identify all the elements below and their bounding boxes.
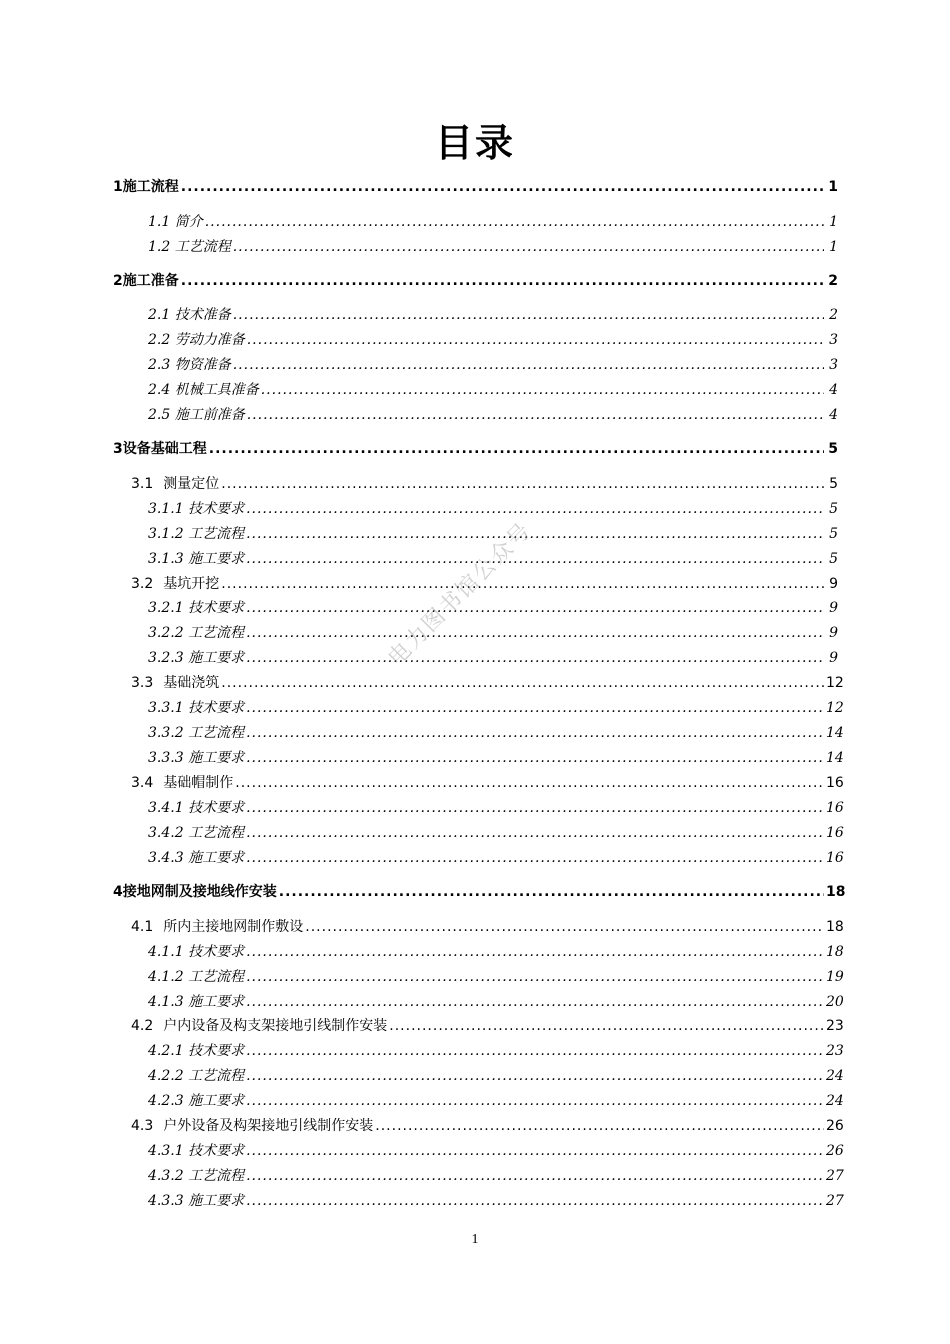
toc-dot-leader xyxy=(235,772,824,794)
toc-entry-page: 3 xyxy=(829,332,838,348)
toc-entry-label: 3.3.1 技术要求 xyxy=(148,700,245,716)
toc-entry-page: 12 xyxy=(826,675,844,691)
toc-dot-leader xyxy=(205,211,824,233)
toc-entry-label: 基础浇筑 xyxy=(163,675,220,691)
toc-dot-leader xyxy=(305,916,824,938)
toc-entry-page: 16 xyxy=(826,800,844,816)
toc-entry-label: 4.2.2 工艺流程 xyxy=(148,1068,245,1084)
toc-entry[interactable] xyxy=(148,1065,844,1087)
toc-dot-leader xyxy=(246,822,824,844)
toc-entry-label: 施工流程 xyxy=(122,179,179,195)
toc-dot-leader xyxy=(221,473,824,495)
toc-entry[interactable] xyxy=(131,1115,844,1137)
toc-entry-label: 3.1.2 工艺流程 xyxy=(148,526,245,542)
toc-entry-page: 26 xyxy=(826,1143,844,1159)
toc-entry-label: 2.3 物资准备 xyxy=(148,357,231,373)
toc-entry[interactable] xyxy=(148,404,838,426)
toc-entry[interactable] xyxy=(148,722,844,744)
toc-entry-page: 26 xyxy=(826,1118,844,1134)
toc-dot-leader xyxy=(247,404,824,426)
toc-entry[interactable] xyxy=(148,1140,844,1162)
toc-entry-label: 3.2.1 技术要求 xyxy=(148,600,245,616)
toc-entry-number: 3.2 xyxy=(131,576,154,592)
toc-entry-label: 4.3.2 工艺流程 xyxy=(148,1168,245,1184)
toc-entry-page: 16 xyxy=(826,850,844,866)
toc-entry-page: 5 xyxy=(829,526,838,542)
toc-entry-page: 5 xyxy=(829,551,838,567)
toc-entry[interactable] xyxy=(148,747,844,769)
toc-entry-number: 2 xyxy=(113,273,123,289)
toc-entry-label: 3.4.3 施工要求 xyxy=(148,850,245,866)
toc-entry-label: 户内设备及构支架接地引线制作安装 xyxy=(163,1018,388,1034)
toc-dot-leader xyxy=(389,1015,824,1037)
toc-entry-label: 4.1.2 工艺流程 xyxy=(148,969,245,985)
toc-entry-page: 23 xyxy=(826,1018,844,1034)
toc-dot-leader xyxy=(221,672,824,694)
toc-entry-page: 9 xyxy=(829,600,838,616)
toc-entry-page: 9 xyxy=(829,650,838,666)
toc-entry-number: 4 xyxy=(113,884,123,900)
toc-entry-page: 4 xyxy=(829,407,838,423)
toc-dot-leader xyxy=(246,597,824,619)
toc-dot-leader xyxy=(246,1090,824,1112)
toc-entry-number: 3 xyxy=(113,441,123,457)
toc-entry-label: 3.1.3 施工要求 xyxy=(148,551,245,567)
toc-entry[interactable] xyxy=(131,916,844,938)
toc-dot-leader xyxy=(246,797,824,819)
toc-entry-page: 5 xyxy=(829,501,838,517)
toc-entry-number: 1 xyxy=(113,179,123,195)
toc-entry-page: 27 xyxy=(826,1193,844,1209)
toc-entry[interactable] xyxy=(148,1190,844,1212)
toc-entry-label: 4.1.1 技术要求 xyxy=(148,944,245,960)
toc-entry-page: 2 xyxy=(829,307,838,323)
toc-dot-leader xyxy=(233,236,824,258)
toc-entry-page: 16 xyxy=(826,775,844,791)
toc-entry-page: 4 xyxy=(829,382,838,398)
toc-entry[interactable] xyxy=(148,304,838,326)
toc-entry-number: 3.3 xyxy=(131,675,154,691)
page-number: 1 xyxy=(471,1232,479,1247)
toc-entry-label: 1.2 工艺流程 xyxy=(148,239,231,255)
toc-dot-leader xyxy=(246,847,824,869)
toc-entry[interactable] xyxy=(148,354,838,376)
toc-dot-leader xyxy=(246,1190,824,1212)
toc-entry-label: 4.1.3 施工要求 xyxy=(148,994,245,1010)
toc-dot-leader xyxy=(279,881,824,903)
toc-entry-label: 所内主接地网制作敷设 xyxy=(163,919,304,935)
toc-entry[interactable] xyxy=(148,379,838,401)
toc-entry[interactable] xyxy=(148,1165,844,1187)
toc-entry-page: 19 xyxy=(826,969,844,985)
toc-entry-label: 基础帽制作 xyxy=(163,775,234,791)
toc-entry[interactable] xyxy=(148,647,838,669)
toc-entry-page: 5 xyxy=(829,476,838,492)
toc-entry[interactable] xyxy=(148,822,844,844)
toc-entry-page: 18 xyxy=(826,884,846,900)
toc-entry-label: 基坑开挖 xyxy=(163,576,220,592)
toc-entry[interactable] xyxy=(113,270,838,292)
toc-entry-page: 1 xyxy=(828,179,838,195)
toc-entry-number: 4.2 xyxy=(131,1018,154,1034)
toc-entry-page: 9 xyxy=(829,625,838,641)
toc-dot-leader xyxy=(247,329,824,351)
toc-dot-leader xyxy=(233,304,824,326)
toc-entry[interactable] xyxy=(113,176,838,198)
toc-dot-leader xyxy=(375,1115,824,1137)
toc-entry-page: 12 xyxy=(826,700,844,716)
toc-entry-label: 户外设备及构架接地引线制作安装 xyxy=(163,1118,374,1134)
toc-dot-leader xyxy=(246,1065,824,1087)
toc-dot-leader xyxy=(246,498,824,520)
toc-entry-page: 18 xyxy=(826,919,844,935)
toc-entry[interactable] xyxy=(148,1040,844,1062)
toc-entry-page: 18 xyxy=(826,944,844,960)
toc-entry-label: 4.2.3 施工要求 xyxy=(148,1093,245,1109)
toc-dot-leader xyxy=(246,941,824,963)
toc-entry-label: 2.4 机械工具准备 xyxy=(148,382,259,398)
toc-entry[interactable] xyxy=(148,597,838,619)
toc-dot-leader xyxy=(246,647,824,669)
toc-entry-label: 3.4.1 技术要求 xyxy=(148,800,245,816)
toc-entry-label: 4.2.1 技术要求 xyxy=(148,1043,245,1059)
toc-dot-leader xyxy=(246,747,824,769)
toc-entry-page: 1 xyxy=(829,214,838,230)
toc-entry-label: 3.1.1 技术要求 xyxy=(148,501,245,517)
toc-entry-label: 3.2.3 施工要求 xyxy=(148,650,245,666)
toc-dot-leader xyxy=(233,354,824,376)
toc-entry-label: 3.3.3 施工要求 xyxy=(148,750,245,766)
toc-entry[interactable] xyxy=(148,211,838,233)
toc-entry-page: 16 xyxy=(826,825,844,841)
toc-entry-page: 24 xyxy=(826,1093,844,1109)
toc-entry[interactable] xyxy=(148,622,838,644)
toc-dot-leader xyxy=(246,722,824,744)
toc-entry-label: 2.2 劳动力准备 xyxy=(148,332,245,348)
toc-entry-page: 27 xyxy=(826,1168,844,1184)
toc-entry-number: 4.3 xyxy=(131,1118,154,1134)
toc-entry-label: 4.3.3 施工要求 xyxy=(148,1193,245,1209)
toc-entry[interactable] xyxy=(148,991,844,1013)
toc-entry[interactable] xyxy=(113,438,838,460)
toc-entry-label: 1.1 简介 xyxy=(148,214,203,230)
toc-entry-number: 3.1 xyxy=(131,476,154,492)
toc-dot-leader xyxy=(209,438,824,460)
toc-entry[interactable] xyxy=(148,797,844,819)
toc-dot-leader xyxy=(246,1165,824,1187)
toc-entry-label: 3.3.2 工艺流程 xyxy=(148,725,245,741)
toc-entry-label: 3.4.2 工艺流程 xyxy=(148,825,245,841)
toc-entry[interactable] xyxy=(148,941,844,963)
toc-dot-leader xyxy=(246,1040,824,1062)
toc-entry[interactable] xyxy=(148,498,838,520)
page-title: 目录 xyxy=(434,121,515,165)
toc-dot-leader xyxy=(246,697,824,719)
toc-entry-page: 5 xyxy=(828,441,838,457)
toc-dot-leader xyxy=(181,270,824,292)
toc-entry-page: 14 xyxy=(826,750,844,766)
toc-entry[interactable] xyxy=(131,1015,844,1037)
toc-entry[interactable] xyxy=(148,236,838,258)
toc-entry-page: 1 xyxy=(829,239,838,255)
toc-entry[interactable] xyxy=(148,966,844,988)
toc-entry[interactable] xyxy=(131,672,844,694)
toc-dot-leader xyxy=(261,379,824,401)
toc-dot-leader xyxy=(221,573,824,595)
toc-entry-label: 测量定位 xyxy=(163,476,220,492)
toc-dot-leader xyxy=(246,1140,824,1162)
toc-dot-leader xyxy=(181,176,824,198)
toc-entry-label: 接地网制及接地线作安装 xyxy=(122,884,277,900)
toc-entry-page: 14 xyxy=(826,725,844,741)
toc-dot-leader xyxy=(246,548,824,570)
toc-entry[interactable] xyxy=(148,1090,844,1112)
toc-entry[interactable] xyxy=(148,847,844,869)
toc-entry-label: 4.3.1 技术要求 xyxy=(148,1143,245,1159)
toc-entry-label: 施工准备 xyxy=(122,273,179,289)
toc-entry[interactable] xyxy=(148,697,844,719)
toc-entry[interactable] xyxy=(113,881,846,903)
toc-entry-page: 2 xyxy=(828,273,838,289)
toc-entry-page: 9 xyxy=(829,576,838,592)
toc-entry-label: 2.1 技术准备 xyxy=(148,307,231,323)
toc-entry[interactable] xyxy=(131,473,838,495)
toc-entry-page: 3 xyxy=(829,357,838,373)
toc-entry-number: 4.1 xyxy=(131,919,154,935)
toc-entry-label: 3.2.2 工艺流程 xyxy=(148,625,245,641)
toc-entry[interactable] xyxy=(131,772,844,794)
toc-entry-label: 2.5 施工前准备 xyxy=(148,407,245,423)
toc-dot-leader xyxy=(246,991,824,1013)
toc-entry[interactable] xyxy=(148,329,838,351)
toc-entry-page: 20 xyxy=(826,994,844,1010)
toc-entry-page: 23 xyxy=(826,1043,844,1059)
toc-entry-page: 24 xyxy=(826,1068,844,1084)
toc-dot-leader xyxy=(246,622,824,644)
toc-entry-label: 设备基础工程 xyxy=(122,441,207,457)
toc-entry-number: 3.4 xyxy=(131,775,154,791)
watermark: 电力图书馆公众号 xyxy=(383,517,537,672)
toc-dot-leader xyxy=(246,966,824,988)
